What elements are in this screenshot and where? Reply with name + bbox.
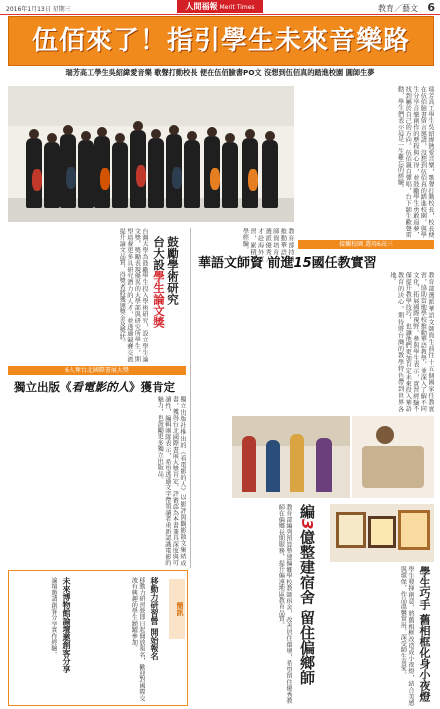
band-member (222, 142, 238, 208)
teachers-headline-num: 15 (293, 256, 312, 271)
research-article-text: 台灣大學為鼓勵學生投入學術研究，設立學生論文獎，獎勵表現優異的大學部與研究所學生，期望培養更多具研究潛力的人才，並透過競賽交流提升論文品質，得獎者將獲頒獎金及獎狀。 (118, 228, 148, 362)
guitar (210, 168, 220, 190)
brief-item-2-text: 論壇邀請創客分享實作經驗。 (50, 577, 57, 658)
band-member-head (169, 125, 179, 135)
band-member-head (47, 133, 57, 143)
issue-date: 2016年1月13日 星期三 (6, 6, 71, 13)
teachers-photo (232, 416, 350, 498)
teachers-headline-post: 國任教實習 (311, 256, 377, 271)
continued-text: 教育部持續推動華語文師資培育，選派優秀人才赴海外實習，累積教學經驗。 (241, 228, 294, 262)
band-member (44, 142, 60, 208)
teachers-headline (198, 252, 377, 271)
teachers-headline-pre: 華語文師資 前進 (198, 256, 294, 271)
craft-headline: 學生巧手 舊相框化身小夜燈 (418, 566, 431, 702)
lead-headline-banner (8, 16, 434, 66)
teachers-article-text: 教育部選派華語文師資生前往十五個國家任教實習，協助當地學校推動華語教學，並深入了解不同文化，拓展國際視野。參與學生表示，實習經驗不僅提升教學技巧，也讓他們更加肯定未來投入華語教育的決心，期待將台灣的教學特色帶到世界各地。 (389, 272, 434, 412)
film-article-text: 獨立出版社推出的《看電影的人》以影評與觀影散文集結成書，獲得台北國際書展大獎肯定，評審認為本書兼具深度與可讀性，編輯團隊表示，希望透過文字帶領讀者重新認識電影的魅力，也鼓勵更多獨立出版品。 (156, 396, 186, 566)
photo-wall (8, 86, 294, 126)
band-member (78, 140, 94, 208)
logo-text: 人間福報 (185, 2, 218, 11)
band-member-head (151, 129, 161, 139)
dorm-headline (298, 504, 316, 704)
lead-headline: 伍佰來了！指引學生未來音樂路 (31, 26, 410, 56)
masthead-logo (177, 0, 263, 13)
guitar (66, 167, 76, 189)
film-kicker: 6人奪台北國際書展大獎 (8, 366, 186, 375)
film-headline (14, 379, 175, 395)
dorm-headline-num: 3 (298, 519, 316, 530)
band-member-head (97, 127, 107, 137)
research-headline-red: 學生論文獎 (152, 270, 166, 328)
briefs-tag: 簡訊 (169, 579, 185, 639)
dorm-headline-2: 億整建宿舍 留住偏鄉師 (298, 529, 316, 685)
logo-english: Merit Times (219, 4, 255, 11)
band-member-head (133, 121, 143, 131)
lead-article-text: 瑞芳高工學生吳紹緯熱愛音樂，歌聲打動校長，校長便在伍佰臉書留言邀請，沒想到伍佰真的踏進校園，與學生分享音樂創作的歷程與心得，並鼓勵學生勇敢追夢，找到屬於自己的方向。伍佰親自彈唱，台下師生歡聲雷動，學生們表示這是一生難忘的經驗。 (396, 86, 434, 238)
dorm-article-text: 教育部編列預算整建偏鄉學校教師宿舍，改善居住環境，希望留住優秀教師在偏鄉長期服務，提升偏遠地區教育品質。 (277, 504, 292, 704)
page-header (0, 0, 440, 15)
teachers-photo-2 (352, 416, 434, 498)
film-headline-title: 看電影的人 (71, 380, 129, 394)
band-member-head (81, 131, 91, 141)
brief-item-2: 未來博物館論壇邀創客分享 (62, 577, 71, 673)
research-headline-line2: 台大設 (152, 236, 166, 271)
band-member (262, 140, 278, 208)
brief-item-1-text: 移動力研習營即日起開放報名，歡迎對國際交流有興趣的學生踴躍參加。 (130, 577, 145, 701)
film-headline-post: 》獲肯定 (129, 380, 175, 394)
band-member-head (265, 131, 275, 141)
guitar (136, 165, 146, 187)
film-headline-pre: 獨立出版《 (14, 380, 72, 394)
band-photo (8, 86, 294, 222)
band-member-head (207, 127, 217, 137)
section-name: 教育／藝文 (378, 4, 418, 13)
band-member (148, 138, 164, 208)
band-member-head (187, 131, 197, 141)
guitar (248, 169, 258, 191)
craft-photo (330, 504, 434, 562)
guitar (32, 169, 42, 191)
guitar (100, 168, 110, 190)
brief-item-1: 移動力研習營 開始報名 (150, 577, 159, 660)
band-member-head (29, 129, 39, 139)
lead-subheadline: 瑞芳高工學生吳紹緯愛音樂 歌聲打動校長 便在伍佰臉書PO文 沒想到伍佰真的踏進校園 圓師生夢 (65, 68, 375, 77)
teachers-kicker: 接觸校園 選用6高三 (298, 240, 434, 249)
band-member-head (63, 125, 73, 135)
band-member (112, 142, 128, 208)
band-member-head (115, 133, 125, 143)
page-number: 6 (427, 1, 435, 14)
craft-article-text: 學生發揮創意，將舊相框改造成小夜燈，結合美感與環保，作品溫馨實用，深受師生喜愛。 (399, 566, 414, 706)
guitar (172, 167, 182, 189)
research-headline-line1: 鼓勵學術研究 (166, 236, 180, 305)
dorm-headline-1: 編 (298, 504, 316, 519)
band-member (184, 140, 200, 208)
briefs-box (8, 570, 188, 706)
column-rule (190, 228, 191, 568)
band-member-head (245, 129, 255, 139)
band-member-head (225, 133, 235, 143)
